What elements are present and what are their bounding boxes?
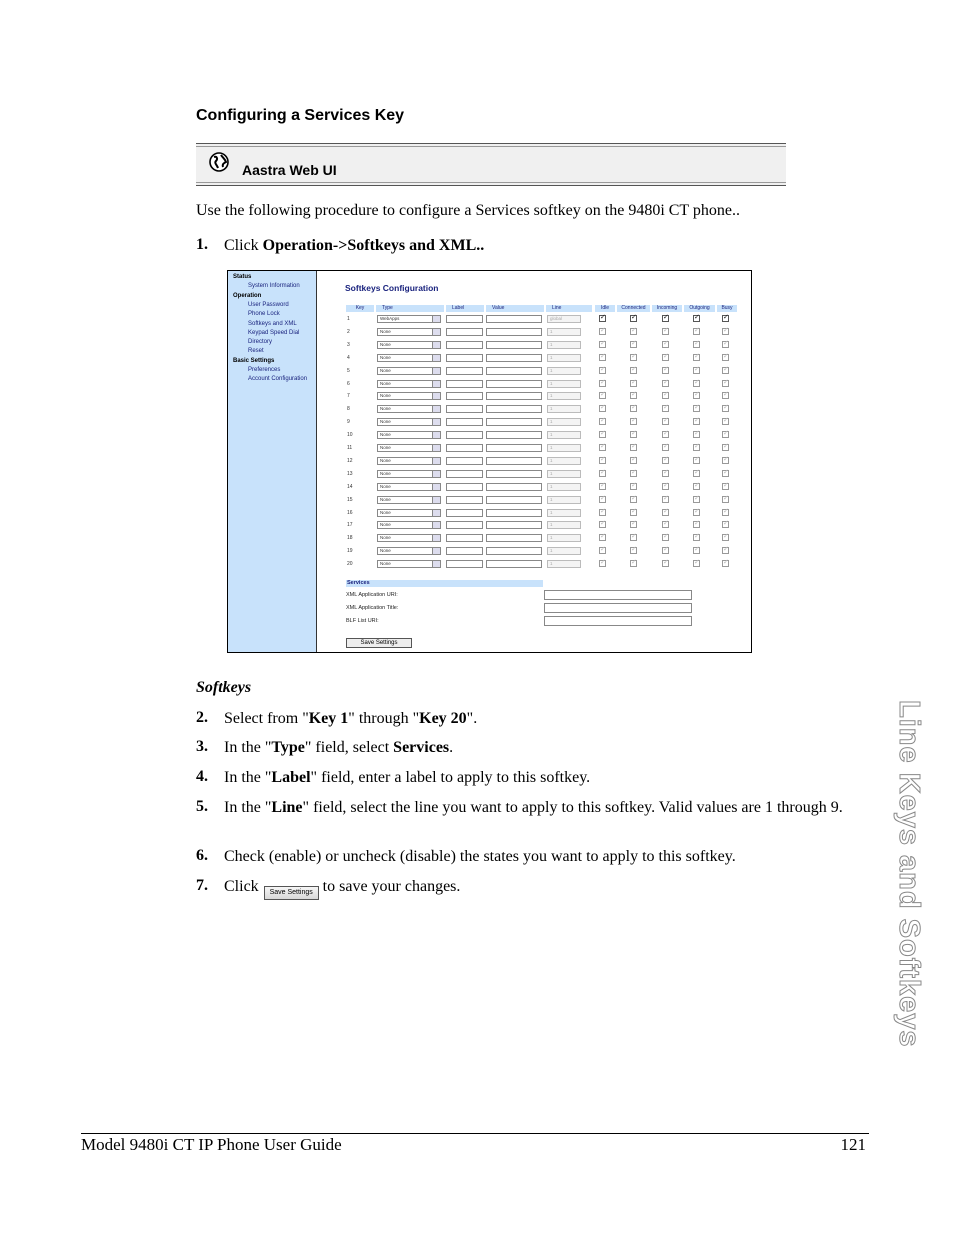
type-select[interactable]: None bbox=[377, 560, 441, 568]
label-input[interactable] bbox=[446, 509, 483, 517]
key-number: 12 bbox=[347, 457, 353, 464]
state-checkbox[interactable] bbox=[630, 341, 637, 348]
line-select[interactable]: 1 bbox=[547, 431, 581, 439]
state-checkbox[interactable] bbox=[722, 457, 729, 464]
state-checkbox[interactable] bbox=[630, 521, 637, 528]
type-select[interactable]: WebApps bbox=[377, 315, 441, 323]
key-number: 18 bbox=[347, 535, 353, 542]
state-checkbox[interactable] bbox=[662, 457, 669, 464]
value-input[interactable] bbox=[486, 328, 542, 336]
state-checkbox[interactable] bbox=[599, 534, 606, 541]
nav-item[interactable]: User Password bbox=[248, 301, 289, 308]
state-checkbox[interactable] bbox=[630, 444, 637, 451]
state-checkbox[interactable] bbox=[599, 354, 606, 361]
state-checkbox[interactable] bbox=[599, 547, 606, 554]
key-number: 15 bbox=[347, 496, 353, 503]
state-checkbox[interactable] bbox=[693, 405, 700, 412]
state-checkbox[interactable] bbox=[662, 418, 669, 425]
nav-item[interactable]: Preferences bbox=[248, 367, 281, 373]
state-checkbox[interactable] bbox=[599, 560, 606, 567]
value-input[interactable] bbox=[486, 354, 542, 362]
line-select[interactable]: 1 bbox=[547, 444, 581, 452]
column-header: Idle bbox=[595, 305, 615, 312]
state-checkbox[interactable] bbox=[630, 496, 637, 503]
key-number: 16 bbox=[347, 509, 353, 516]
state-checkbox[interactable] bbox=[630, 418, 637, 425]
type-select[interactable]: None bbox=[377, 483, 441, 491]
state-checkbox[interactable] bbox=[693, 328, 700, 335]
state-checkbox[interactable] bbox=[693, 509, 700, 516]
value-input[interactable] bbox=[486, 470, 542, 478]
key-number: 11 bbox=[347, 445, 353, 451]
state-checkbox[interactable] bbox=[722, 328, 729, 335]
line-select[interactable]: 1 bbox=[547, 418, 581, 426]
value-input[interactable] bbox=[486, 521, 542, 529]
save-settings-inline-button: Save Settings bbox=[264, 886, 319, 900]
label-input[interactable] bbox=[446, 328, 483, 336]
state-checkbox[interactable] bbox=[630, 328, 637, 335]
key-number: 7 bbox=[347, 393, 350, 400]
side-tab bbox=[885, 700, 925, 1110]
state-checkbox[interactable] bbox=[630, 367, 637, 374]
section-title: Configuring a Services Key bbox=[196, 107, 405, 124]
state-checkbox[interactable] bbox=[630, 380, 637, 387]
line-select[interactable]: 1 bbox=[547, 560, 581, 568]
line-select[interactable]: 1 bbox=[547, 509, 581, 517]
label-input[interactable] bbox=[446, 367, 483, 375]
state-checkbox[interactable] bbox=[693, 392, 700, 399]
label-input[interactable] bbox=[446, 470, 483, 478]
state-checkbox[interactable] bbox=[630, 431, 637, 438]
nav-item[interactable]: Reset bbox=[248, 348, 264, 355]
state-checkbox[interactable] bbox=[599, 328, 606, 335]
step-text: Check (enable) or uncheck (disable) the states you want to apply to this softkey. bbox=[224, 848, 736, 865]
column-header: Busy bbox=[717, 305, 737, 312]
key-number: 14 bbox=[347, 483, 353, 490]
column-header: Key bbox=[346, 305, 374, 312]
services-field-input[interactable] bbox=[544, 603, 692, 613]
state-checkbox[interactable] bbox=[722, 470, 729, 477]
value-input[interactable] bbox=[486, 380, 542, 388]
key-number: 10 bbox=[347, 432, 353, 439]
state-checkbox[interactable] bbox=[599, 444, 606, 451]
type-select[interactable]: None bbox=[377, 405, 441, 413]
save-settings-button[interactable]: Save Settings bbox=[346, 638, 412, 648]
web-ui-screenshot bbox=[227, 270, 752, 653]
step-text: Click Operation->Softkeys and XML.. bbox=[224, 237, 485, 254]
services-field-input[interactable] bbox=[544, 590, 692, 600]
state-checkbox[interactable] bbox=[599, 509, 606, 516]
type-select[interactable]: None bbox=[377, 470, 441, 478]
column-header: Outgoing bbox=[684, 305, 715, 312]
state-checkbox[interactable] bbox=[630, 483, 637, 490]
state-checkbox[interactable] bbox=[693, 315, 700, 322]
state-checkbox[interactable] bbox=[722, 521, 729, 528]
label-input[interactable] bbox=[446, 315, 483, 323]
line-select[interactable]: 1 bbox=[547, 496, 581, 504]
state-checkbox[interactable] bbox=[693, 547, 700, 554]
key-number: 3 bbox=[347, 341, 350, 348]
state-checkbox[interactable] bbox=[662, 315, 669, 322]
state-checkbox[interactable] bbox=[662, 560, 669, 567]
type-select[interactable]: None bbox=[377, 496, 441, 504]
line-select[interactable]: 1 bbox=[547, 380, 581, 388]
type-select[interactable]: None bbox=[377, 521, 441, 529]
step-number: 7. bbox=[196, 877, 208, 894]
key-number: 19 bbox=[347, 548, 353, 555]
type-select[interactable]: None bbox=[377, 509, 441, 517]
key-number: 20 bbox=[347, 561, 353, 568]
line-select[interactable]: 1 bbox=[547, 367, 581, 375]
type-select[interactable]: None bbox=[377, 328, 441, 336]
column-header: Line bbox=[546, 305, 592, 312]
label-input[interactable] bbox=[446, 560, 483, 568]
state-checkbox[interactable] bbox=[599, 483, 606, 490]
state-checkbox[interactable] bbox=[693, 534, 700, 541]
state-checkbox[interactable] bbox=[599, 496, 606, 503]
state-checkbox[interactable] bbox=[662, 483, 669, 490]
state-checkbox[interactable] bbox=[722, 392, 729, 399]
intro-text: Use the following procedure to configure a Services softkey on the 9480i CT phone.. bbox=[196, 202, 741, 219]
column-header: Label bbox=[446, 305, 484, 312]
state-checkbox[interactable] bbox=[599, 470, 606, 477]
line-select[interactable]: 1 bbox=[547, 547, 581, 555]
state-checkbox[interactable] bbox=[599, 418, 606, 425]
state-checkbox[interactable] bbox=[599, 392, 606, 399]
globe-icon bbox=[209, 152, 229, 172]
state-checkbox[interactable] bbox=[630, 354, 637, 361]
nav-item[interactable]: Softkeys and XML bbox=[248, 320, 297, 327]
nav-item[interactable]: Keypad Speed Dial bbox=[248, 329, 300, 336]
value-input[interactable] bbox=[486, 444, 542, 452]
nav-item[interactable]: Operation bbox=[233, 292, 262, 299]
state-checkbox[interactable] bbox=[693, 431, 700, 438]
column-header: Type bbox=[376, 305, 444, 312]
key-number: 9 bbox=[347, 419, 350, 426]
services-heading: Services bbox=[346, 580, 543, 587]
step-number: 4. bbox=[196, 768, 208, 785]
nav-item[interactable]: Phone Lock bbox=[248, 311, 280, 318]
label-input[interactable] bbox=[446, 444, 483, 452]
step-number: 1. bbox=[196, 236, 208, 253]
state-checkbox[interactable] bbox=[630, 534, 637, 541]
state-checkbox[interactable] bbox=[630, 509, 637, 516]
state-checkbox[interactable] bbox=[662, 380, 669, 387]
label-input[interactable] bbox=[446, 380, 483, 388]
state-checkbox[interactable] bbox=[599, 457, 606, 464]
state-checkbox[interactable] bbox=[693, 483, 700, 490]
state-checkbox[interactable] bbox=[662, 354, 669, 361]
type-select[interactable]: None bbox=[377, 431, 441, 439]
state-checkbox[interactable] bbox=[722, 380, 729, 387]
state-checkbox[interactable] bbox=[662, 431, 669, 438]
value-input[interactable] bbox=[486, 341, 542, 349]
state-checkbox[interactable] bbox=[722, 431, 729, 438]
label-input[interactable] bbox=[446, 405, 483, 413]
key-number: 1 bbox=[347, 316, 350, 322]
state-checkbox[interactable] bbox=[599, 367, 606, 374]
line-select[interactable]: 1 bbox=[547, 521, 581, 529]
value-input[interactable] bbox=[486, 547, 542, 555]
type-select[interactable]: None bbox=[377, 380, 441, 388]
state-checkbox[interactable] bbox=[693, 341, 700, 348]
line-select[interactable]: 1 bbox=[547, 392, 581, 400]
label-input[interactable] bbox=[446, 341, 483, 349]
step-number: 2. bbox=[196, 709, 208, 726]
side-tab-label: Line Keys and Softkeys bbox=[893, 700, 925, 1048]
state-checkbox[interactable] bbox=[662, 341, 669, 348]
services-field-label: XML Application URI: bbox=[346, 592, 398, 598]
label-input[interactable] bbox=[446, 457, 483, 465]
state-checkbox[interactable] bbox=[599, 341, 606, 348]
state-checkbox[interactable] bbox=[630, 392, 637, 399]
state-checkbox[interactable] bbox=[722, 405, 729, 412]
state-checkbox[interactable] bbox=[630, 405, 637, 412]
nav-item[interactable]: Account Configuration bbox=[248, 376, 308, 383]
state-checkbox[interactable] bbox=[693, 418, 700, 425]
key-number: 2 bbox=[347, 328, 350, 335]
type-select[interactable]: None bbox=[377, 341, 441, 349]
nav-item[interactable]: Basic Settings bbox=[233, 357, 275, 364]
type-select[interactable]: None bbox=[377, 444, 441, 452]
state-checkbox[interactable] bbox=[693, 354, 700, 361]
state-checkbox[interactable] bbox=[662, 444, 669, 451]
state-checkbox[interactable] bbox=[722, 496, 729, 503]
key-number: 5 bbox=[347, 367, 350, 374]
value-input[interactable] bbox=[486, 457, 542, 465]
state-checkbox[interactable] bbox=[722, 560, 729, 567]
label-input[interactable] bbox=[446, 521, 483, 529]
value-input[interactable] bbox=[486, 315, 542, 323]
state-checkbox[interactable] bbox=[599, 405, 606, 412]
value-input[interactable] bbox=[486, 483, 542, 491]
state-checkbox[interactable] bbox=[599, 380, 606, 387]
label-input[interactable] bbox=[446, 354, 483, 362]
label-input[interactable] bbox=[446, 418, 483, 426]
key-number: 4 bbox=[347, 354, 350, 361]
state-checkbox[interactable] bbox=[630, 315, 637, 322]
state-checkbox[interactable] bbox=[722, 509, 729, 516]
type-select[interactable]: None bbox=[377, 534, 441, 542]
nav-item[interactable]: Status bbox=[233, 274, 252, 280]
nav-sidebar bbox=[228, 271, 317, 652]
state-checkbox[interactable] bbox=[693, 444, 700, 451]
line-select[interactable]: 1 bbox=[547, 457, 581, 465]
softkeys-heading: Softkeys bbox=[196, 679, 252, 696]
step-number: 5. bbox=[196, 798, 208, 815]
label-input[interactable] bbox=[446, 392, 483, 400]
state-checkbox[interactable] bbox=[599, 315, 606, 322]
screenshot-title: Softkeys Configuration bbox=[345, 283, 439, 293]
state-checkbox[interactable] bbox=[722, 547, 729, 554]
key-number: 6 bbox=[347, 380, 350, 387]
type-select[interactable]: None bbox=[377, 392, 441, 400]
value-input[interactable] bbox=[486, 496, 542, 504]
value-input[interactable] bbox=[486, 431, 542, 439]
footer-rule bbox=[81, 1133, 869, 1134]
line-select[interactable]: 1 bbox=[547, 341, 581, 349]
label-input[interactable] bbox=[446, 547, 483, 555]
state-checkbox[interactable] bbox=[722, 315, 729, 322]
step-text: Select from "Key 1" through "Key 20". bbox=[224, 710, 478, 727]
key-number: 17 bbox=[347, 522, 353, 529]
state-checkbox[interactable] bbox=[662, 367, 669, 374]
state-checkbox[interactable] bbox=[662, 534, 669, 541]
type-select[interactable]: None bbox=[377, 367, 441, 375]
state-checkbox[interactable] bbox=[693, 521, 700, 528]
state-checkbox[interactable] bbox=[662, 547, 669, 554]
line-select[interactable]: 1 bbox=[547, 354, 581, 362]
state-checkbox[interactable] bbox=[630, 547, 637, 554]
line-select[interactable]: 1 bbox=[547, 483, 581, 491]
state-checkbox[interactable] bbox=[630, 470, 637, 477]
state-checkbox[interactable] bbox=[693, 457, 700, 464]
value-input[interactable] bbox=[486, 560, 542, 568]
state-checkbox[interactable] bbox=[662, 392, 669, 399]
state-checkbox[interactable] bbox=[693, 560, 700, 567]
nav-item[interactable]: System Information bbox=[248, 283, 300, 290]
step-number: 3. bbox=[196, 738, 208, 755]
type-select[interactable]: None bbox=[377, 354, 441, 362]
state-checkbox[interactable] bbox=[722, 341, 729, 348]
step-text: In the "Label" field, enter a label to apply to this softkey. bbox=[224, 769, 591, 786]
state-checkbox[interactable] bbox=[599, 521, 606, 528]
services-field-input[interactable] bbox=[544, 616, 692, 626]
webui-label: Aastra Web UI bbox=[242, 162, 337, 178]
services-field-label: BLF List URI: bbox=[346, 618, 379, 624]
value-input[interactable] bbox=[486, 367, 542, 375]
state-checkbox[interactable] bbox=[662, 496, 669, 503]
label-input[interactable] bbox=[446, 483, 483, 491]
column-header: Incoming bbox=[652, 305, 682, 312]
value-input[interactable] bbox=[486, 418, 542, 426]
state-checkbox[interactable] bbox=[693, 496, 700, 503]
step-text: Click Save Settings to save your changes. bbox=[224, 877, 872, 900]
state-checkbox[interactable] bbox=[662, 328, 669, 335]
state-checkbox[interactable] bbox=[722, 483, 729, 490]
page-number: 121 bbox=[840, 1135, 866, 1154]
type-select[interactable]: None bbox=[377, 418, 441, 426]
value-input[interactable] bbox=[486, 534, 542, 542]
nav-item[interactable]: Directory bbox=[248, 339, 273, 346]
webui-bar bbox=[196, 143, 786, 186]
label-input[interactable] bbox=[446, 534, 483, 542]
line-select[interactable]: 1 bbox=[547, 534, 581, 542]
step-text: In the "Line" field, select the line you want to apply to this softkey. Valid values are 1 through 9. bbox=[224, 799, 843, 816]
key-number: 8 bbox=[347, 406, 350, 413]
state-checkbox[interactable] bbox=[662, 470, 669, 477]
column-header: Connected bbox=[617, 305, 650, 312]
line-select[interactable]: 1 bbox=[547, 328, 581, 336]
label-input[interactable] bbox=[446, 496, 483, 504]
state-checkbox[interactable] bbox=[662, 509, 669, 516]
state-checkbox[interactable] bbox=[599, 431, 606, 438]
state-checkbox[interactable] bbox=[662, 521, 669, 528]
state-checkbox[interactable] bbox=[722, 418, 729, 425]
state-checkbox[interactable] bbox=[693, 470, 700, 477]
key-number: 13 bbox=[347, 470, 353, 477]
state-checkbox[interactable] bbox=[722, 444, 729, 451]
services-field-label: XML Application Title: bbox=[346, 605, 399, 611]
state-checkbox[interactable] bbox=[630, 560, 637, 567]
footer-title: Model 9480i CT IP Phone User Guide bbox=[81, 1135, 342, 1154]
step-number: 6. bbox=[196, 847, 208, 864]
state-checkbox[interactable] bbox=[693, 380, 700, 387]
line-select[interactable]: global bbox=[547, 315, 581, 323]
type-select[interactable]: None bbox=[377, 547, 441, 555]
state-checkbox[interactable] bbox=[693, 367, 700, 374]
type-select[interactable]: None bbox=[377, 457, 441, 465]
value-input[interactable] bbox=[486, 392, 542, 400]
column-header: Value bbox=[486, 305, 544, 312]
line-select[interactable]: 1 bbox=[547, 470, 581, 478]
state-checkbox[interactable] bbox=[722, 534, 729, 541]
state-checkbox[interactable] bbox=[722, 354, 729, 361]
state-checkbox[interactable] bbox=[630, 457, 637, 464]
step-text: In the "Type" field, select Services. bbox=[224, 739, 454, 756]
label-input[interactable] bbox=[446, 431, 483, 439]
state-checkbox[interactable] bbox=[662, 405, 669, 412]
value-input[interactable] bbox=[486, 405, 542, 413]
line-select[interactable]: 1 bbox=[547, 405, 581, 413]
value-input[interactable] bbox=[486, 509, 542, 517]
state-checkbox[interactable] bbox=[722, 367, 729, 374]
